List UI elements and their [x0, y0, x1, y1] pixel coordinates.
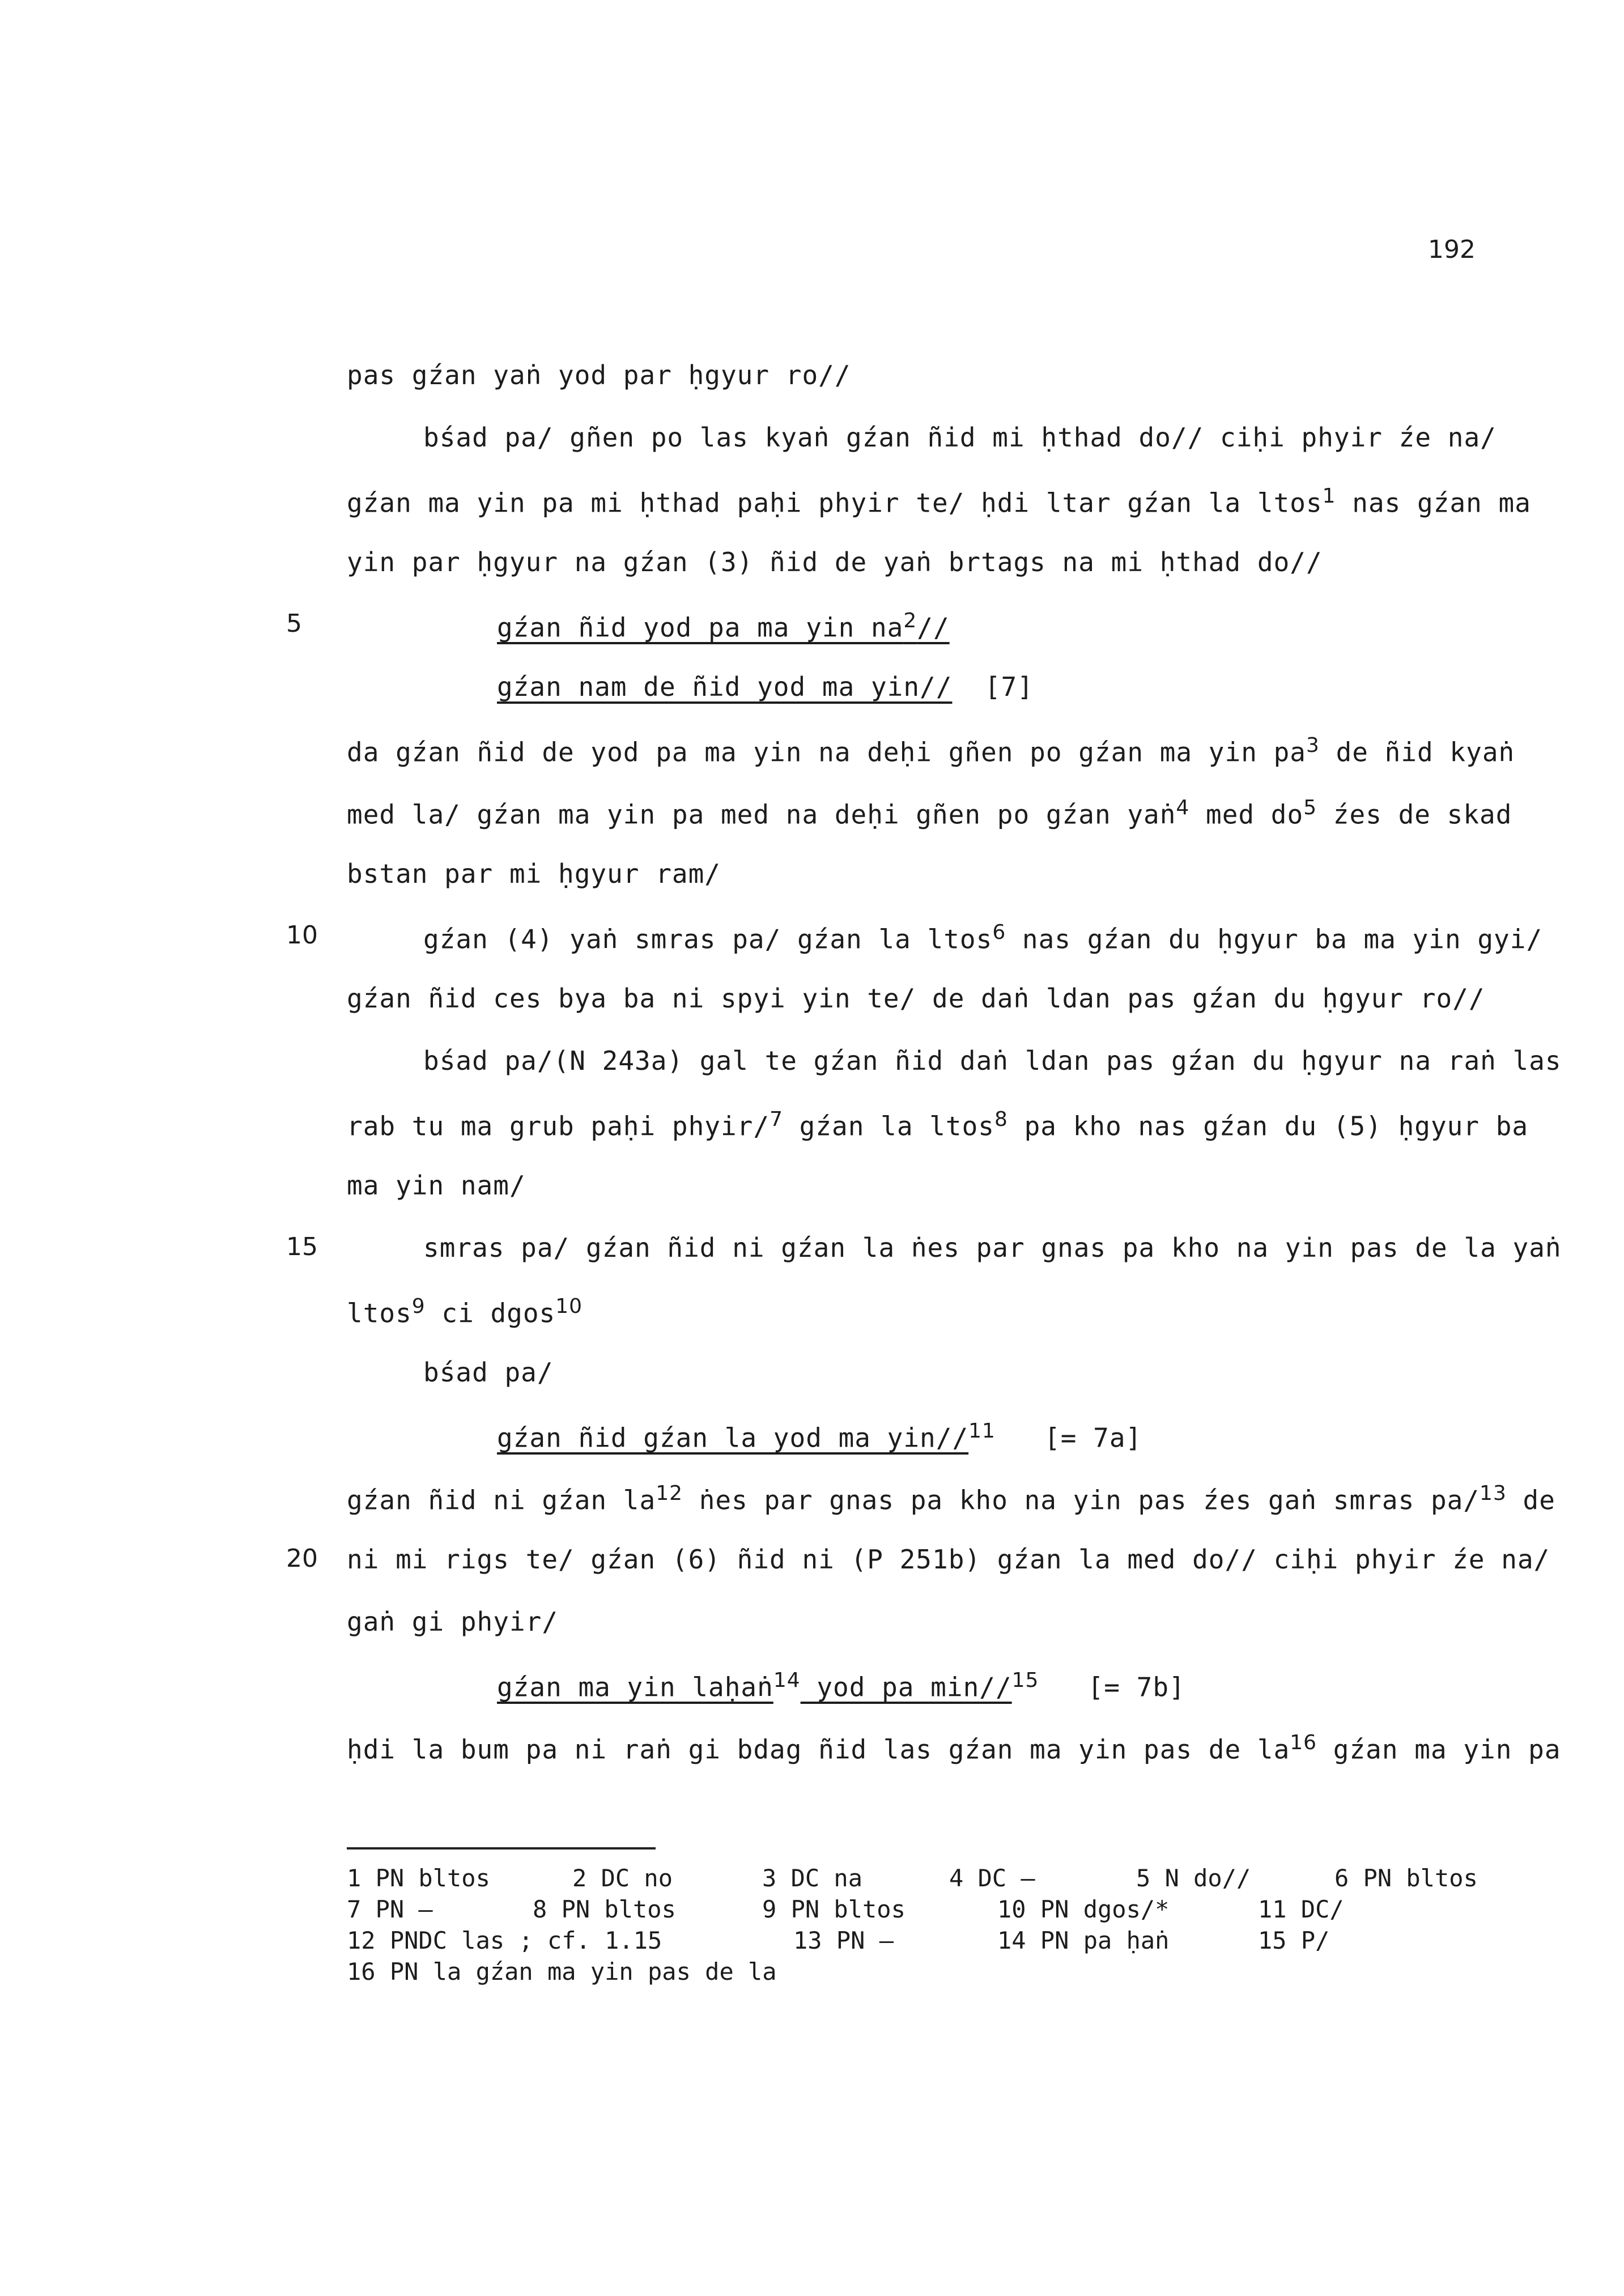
text-line-17: bśad pa/: [423, 1357, 554, 1388]
verse-reference: [= 7b]: [1087, 1672, 1185, 1703]
text-line-8: med la/ gźan ma yin pa med na deḥi gñen po gźan yaṅ$^4$ med $do^5$ źes de skad: [347, 796, 1512, 830]
text-line-3: gźan ma yin pa mi ḥthad paḥi phyir te/ ḥdi ltar gźan la ltos$^1$ nas gźan ma: [347, 484, 1531, 518]
footnote: 14 PN pa ḥaṅ: [997, 1927, 1170, 1954]
text-line-4: yin par ḥgyur na gźan (3) ñid de yaṅ brtags na mi ḥthad do//: [347, 547, 1323, 577]
footnote: 7 PN —: [347, 1895, 433, 1923]
footnote: 2 DC no: [572, 1864, 673, 1892]
verse-line-6: gźan nam de ñid yod ma yin// [7]: [497, 671, 1034, 702]
text-line-19: gźan ñid ni gźan $la^{12}$ ṅes par gnas pa kho na yin pas źes gaṅ smras pa/$^{13}$ de: [347, 1482, 1555, 1516]
text-line-16: ltos$^9$ ci dgos$^{10}$: [347, 1295, 583, 1329]
verse-reference: [7]: [984, 671, 1034, 702]
verse-line-18: gźan ñid gźan la yod ma yin//$^{11}$ [= 7a]: [497, 1419, 1142, 1453]
text-line-7: da gźan ñid de yod pa ma yin na deḥi gñen po gźan ma yin $pa^3$ de ñid kyaṅ: [347, 734, 1515, 768]
text-line-2: bśad pa/ gñen po las kyaṅ gźan ñid mi ḥthad do// ciḥi phyir źe na/: [423, 422, 1497, 453]
footnote: 3 DC na: [762, 1864, 863, 1892]
footnote: 5 N do//: [1136, 1864, 1251, 1892]
page-number: 192: [1428, 235, 1476, 264]
footnote: 11 DC/: [1258, 1895, 1344, 1923]
footnote: 1 PN bltos: [347, 1864, 490, 1892]
line-number-15: 15: [286, 1232, 318, 1261]
text-line-15: smras pa/ gźan ñid ni gźan la ṅes par gnas pa kho na yin pas de la yaṅ: [423, 1232, 1562, 1263]
text-line-12: bśad pa/(N 243a) gal te gźan ñid daṅ ldan pas gźan du ḥgyur na raṅ las: [423, 1045, 1562, 1076]
footnote: 16 PN la gźan ma yin pas de la: [347, 1958, 777, 1985]
verse-line-22: gźan ma yin laḥaṅ$^{14}$ yod pa min//$^{15}$ [= 7b]: [497, 1669, 1185, 1703]
text-line-11: gźan ñid ces bya ba ni spyi yin te/ de daṅ ldan pas gźan du ḥgyur ro//: [347, 983, 1485, 1014]
text-line-14: ma yin nam/: [347, 1170, 526, 1201]
line-number-10: 10: [286, 921, 318, 950]
verse-reference: [= 7a]: [1044, 1422, 1142, 1453]
footnote-divider: [347, 1847, 656, 1849]
footnote: 6 PN bltos: [1334, 1864, 1478, 1892]
verse-line-5: gźan ñid yod pa ma yin $na^2//$: [497, 609, 950, 643]
footnote: 8 PN bltos: [533, 1895, 676, 1923]
text-line-20: ni mi rigs te/ gźan (6) ñid ni (P 251b) gźan la med do// ciḥi phyir źe na/: [347, 1544, 1550, 1575]
footnote: 12 PNDC las ; cf. 1.15: [347, 1927, 662, 1954]
text-line-21: gaṅ gi phyir/: [347, 1606, 559, 1637]
text-line-1: pas gźan yaṅ yod par ḥgyur ro//: [347, 360, 851, 390]
line-number-20: 20: [286, 1544, 318, 1573]
footnote: 9 PN bltos: [762, 1895, 905, 1923]
footnote-ref-1: 1: [1322, 484, 1336, 508]
line-number-5: 5: [286, 609, 302, 638]
footnote: 10 PN dgos/*: [997, 1895, 1170, 1923]
footnote: 15 P/: [1258, 1927, 1330, 1954]
footnote-ref-2: 2: [903, 609, 917, 632]
footnote: 13 PN —: [793, 1927, 894, 1954]
text-line-23: ḥdi la bum pa ni raṅ gi bdag ñid las gźan ma yin pas de $la^{16}$ gźan ma yin pa: [347, 1731, 1561, 1765]
text-line-9: bstan par mi ḥgyur ram/: [347, 858, 721, 889]
text-line-13: rab tu ma grub paḥi phyir/$^7$ gźan la ltos$^8$ pa kho nas gźan du (5) ḥgyur ba: [347, 1108, 1529, 1142]
text-line-10: gźan (4) yaṅ smras pa/ gźan la ltos$^6$ nas gźan du ḥgyur ba ma yin gyi/: [423, 921, 1543, 955]
footnote: 4 DC —: [949, 1864, 1035, 1892]
